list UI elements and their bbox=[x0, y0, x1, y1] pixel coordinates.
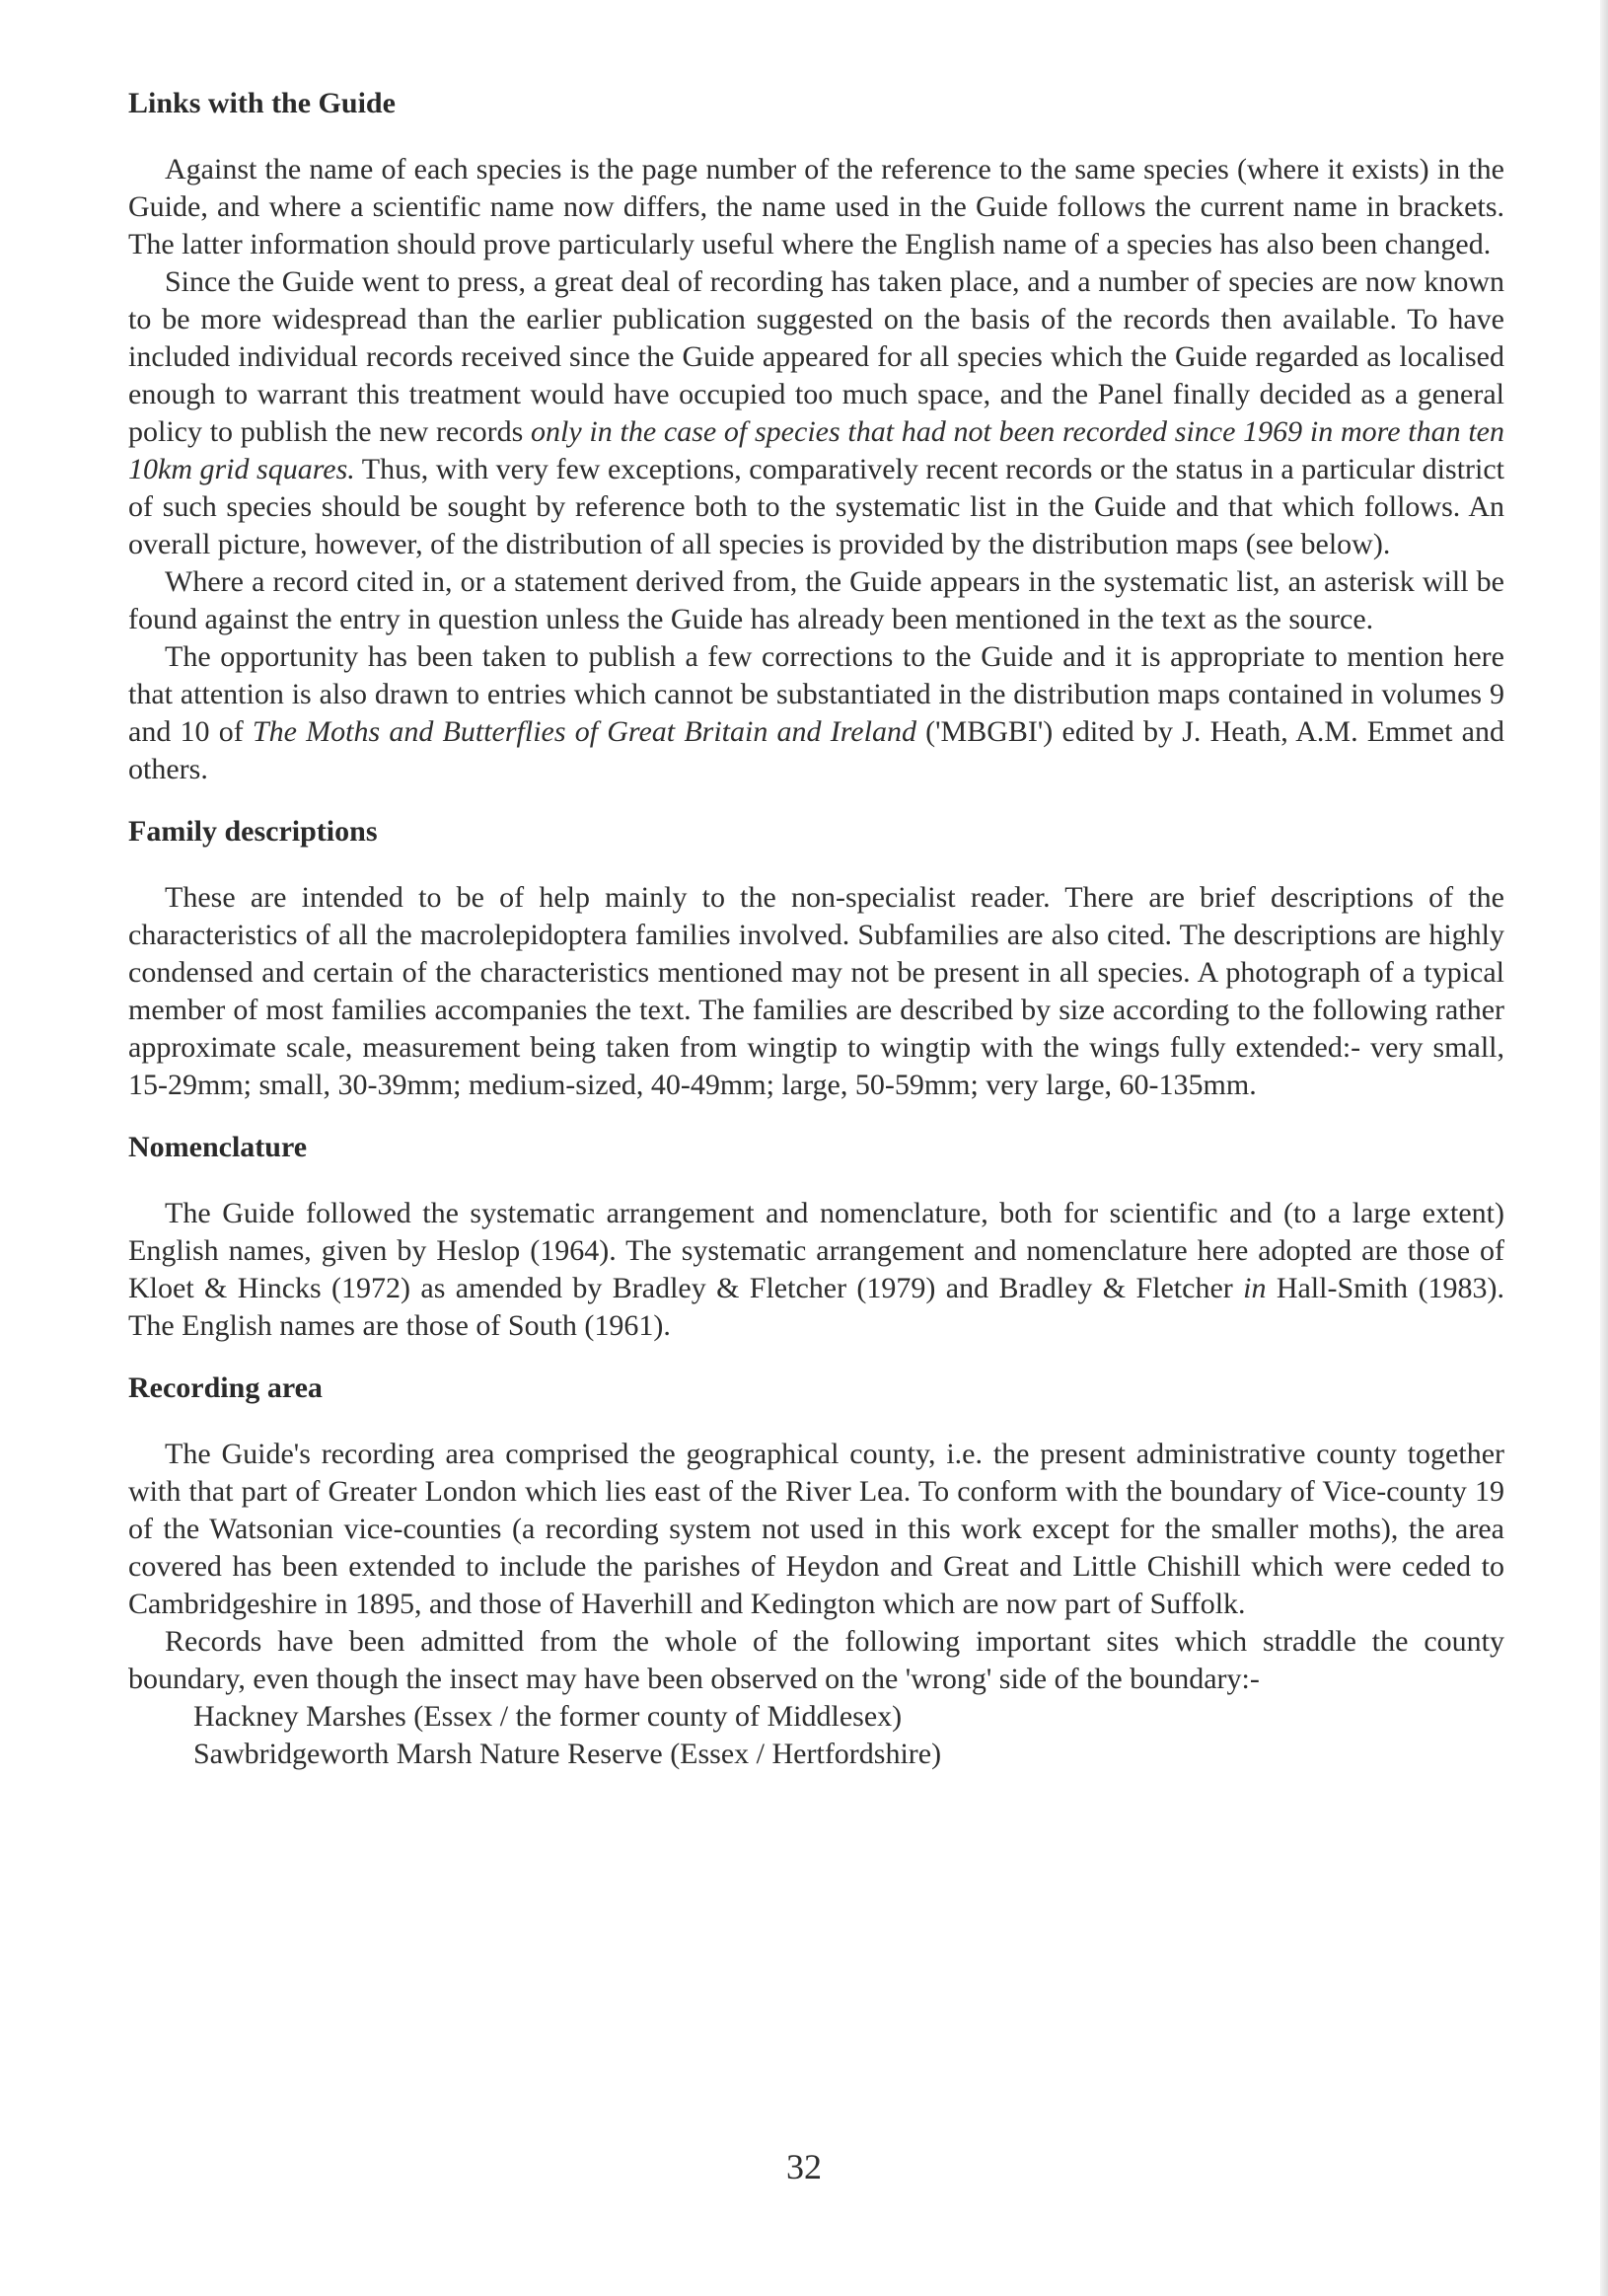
italic-text-run: only in the case of species that had not been recorded since 1969 in more than ten 10km grid squares. bbox=[128, 415, 1504, 485]
paragraph: Against the name of each species is the page number of the reference to the same species (where it exists) in the Guide, and where a scientific name now differs, the name used in the Guide follows the current name in brackets. The latter information should prove particularly useful where the English name of a species has also been changed. bbox=[128, 153, 1504, 260]
paragraph bbox=[128, 638, 1504, 788]
sites-list bbox=[128, 1698, 1504, 1773]
paragraph: These are intended to be of help mainly to the non-specialist reader. There are brief descriptions of the characteristics of all the macrolepidoptera families involved. Subfamilies are also cited. The descriptions are highly condensed and certain of the characteristics mentioned may not be present in all species. A photograph of a typical member of most families accompanies the text. The families are described by size according to the following rather approximate scale, measurement being taken from wingtip to wingtip with the wings fully extended:- very small, 15-29mm; small, 30-39mm; medium-sized, 40-49mm; large, 50-59mm; very large, 60-135mm. bbox=[128, 881, 1504, 1101]
italic-text-run: in bbox=[1243, 1272, 1267, 1304]
section-heading: Links with the Guide bbox=[128, 87, 396, 119]
text-run: The opportunity has been taken to publish a few corrections to the Guide and it is appropriate to mention here that attention is also drawn to entries which cannot be substantiated in the distribution maps contained in volumes 9 and 10 of bbox=[128, 640, 1504, 748]
italic-text-run: The Moths and Butterflies of Great Britain and Ireland bbox=[252, 715, 916, 748]
text-run: Hall-Smith (1983). The English names are those of South (1961). bbox=[128, 1272, 1504, 1342]
text-run: Since the Guide went to press, a great deal of recording has taken place, and a number of species are now known to be more widespread than the earlier publication suggested on the basis of the records then available. To have included individual records received since the Guide appeared for all species which the Guide regarded as localised enough to warrant this treatment would have occupied too much space, and the Panel finally decided as a general policy to publish the new records bbox=[128, 265, 1504, 448]
section-heading: Nomenclature bbox=[128, 1131, 308, 1163]
page-edge bbox=[1600, 0, 1608, 2296]
text-run: ('MBGBI') edited by J. Heath, A.M. Emmet and others. bbox=[128, 715, 1504, 785]
paragraph: The Guide's recording area comprised the geographical county, i.e. the present administrative county together with that part of Greater London which lies east of the River Lea. To conform with the boundary of Vice-county 19 of the Watsonian vice-counties (a recording system not used in this work except for the smaller moths), the area covered has been extended to include the parishes of Heydon and Great and Little Chishill which were ceded to Cambridgeshire in 1895, and those of Haverhill and Kedington which are now part of Suffolk. bbox=[128, 1438, 1504, 1620]
list-item: Sawbridgeworth Marsh Nature Reserve (Essex / Hertfordshire) bbox=[193, 1738, 942, 1770]
section-family-descriptions bbox=[128, 812, 1504, 1104]
paragraph: Where a record cited in, or a statement derived from, the Guide appears in the systematic list, an asterisk will be found against the entry in question unless the Guide has already been mentioned in the text as the source. bbox=[128, 565, 1504, 635]
list-item: Hackney Marshes (Essex / the former county of Middlesex) bbox=[193, 1700, 903, 1733]
text-run: The Guide followed the systematic arrangement and nomenclature, both for scientific and (to a large extent) English names, given by Heslop (1964). The systematic arrangement and nomenclature here adopted are those of Kloet & Hincks (1972) as amended by Bradley & Fletcher (1979) and Bradley & Fletcher bbox=[128, 1197, 1504, 1304]
paragraph bbox=[128, 263, 1504, 563]
page-content bbox=[128, 84, 1504, 1797]
text-run: Thus, with very few exceptions, comparatively recent records or the status in a particular district of such species should be sought by reference both to the systematic list in the Guide and that which follows. An overall picture, however, of the distribution of all species is provided by the distribution maps (see below). bbox=[128, 453, 1504, 560]
paragraph bbox=[128, 1195, 1504, 1345]
section-nomenclature bbox=[128, 1128, 1504, 1345]
section-heading: Recording area bbox=[128, 1371, 323, 1404]
paragraph: Records have been admitted from the whole of the following important sites which straddle the county boundary, even though the insect may have been observed on the 'wrong' side of the boundary:- bbox=[128, 1625, 1504, 1695]
page-number: 32 bbox=[786, 2147, 822, 2186]
section-links-with-guide bbox=[128, 84, 1504, 788]
section-heading: Family descriptions bbox=[128, 815, 378, 848]
section-recording-area bbox=[128, 1369, 1504, 1773]
